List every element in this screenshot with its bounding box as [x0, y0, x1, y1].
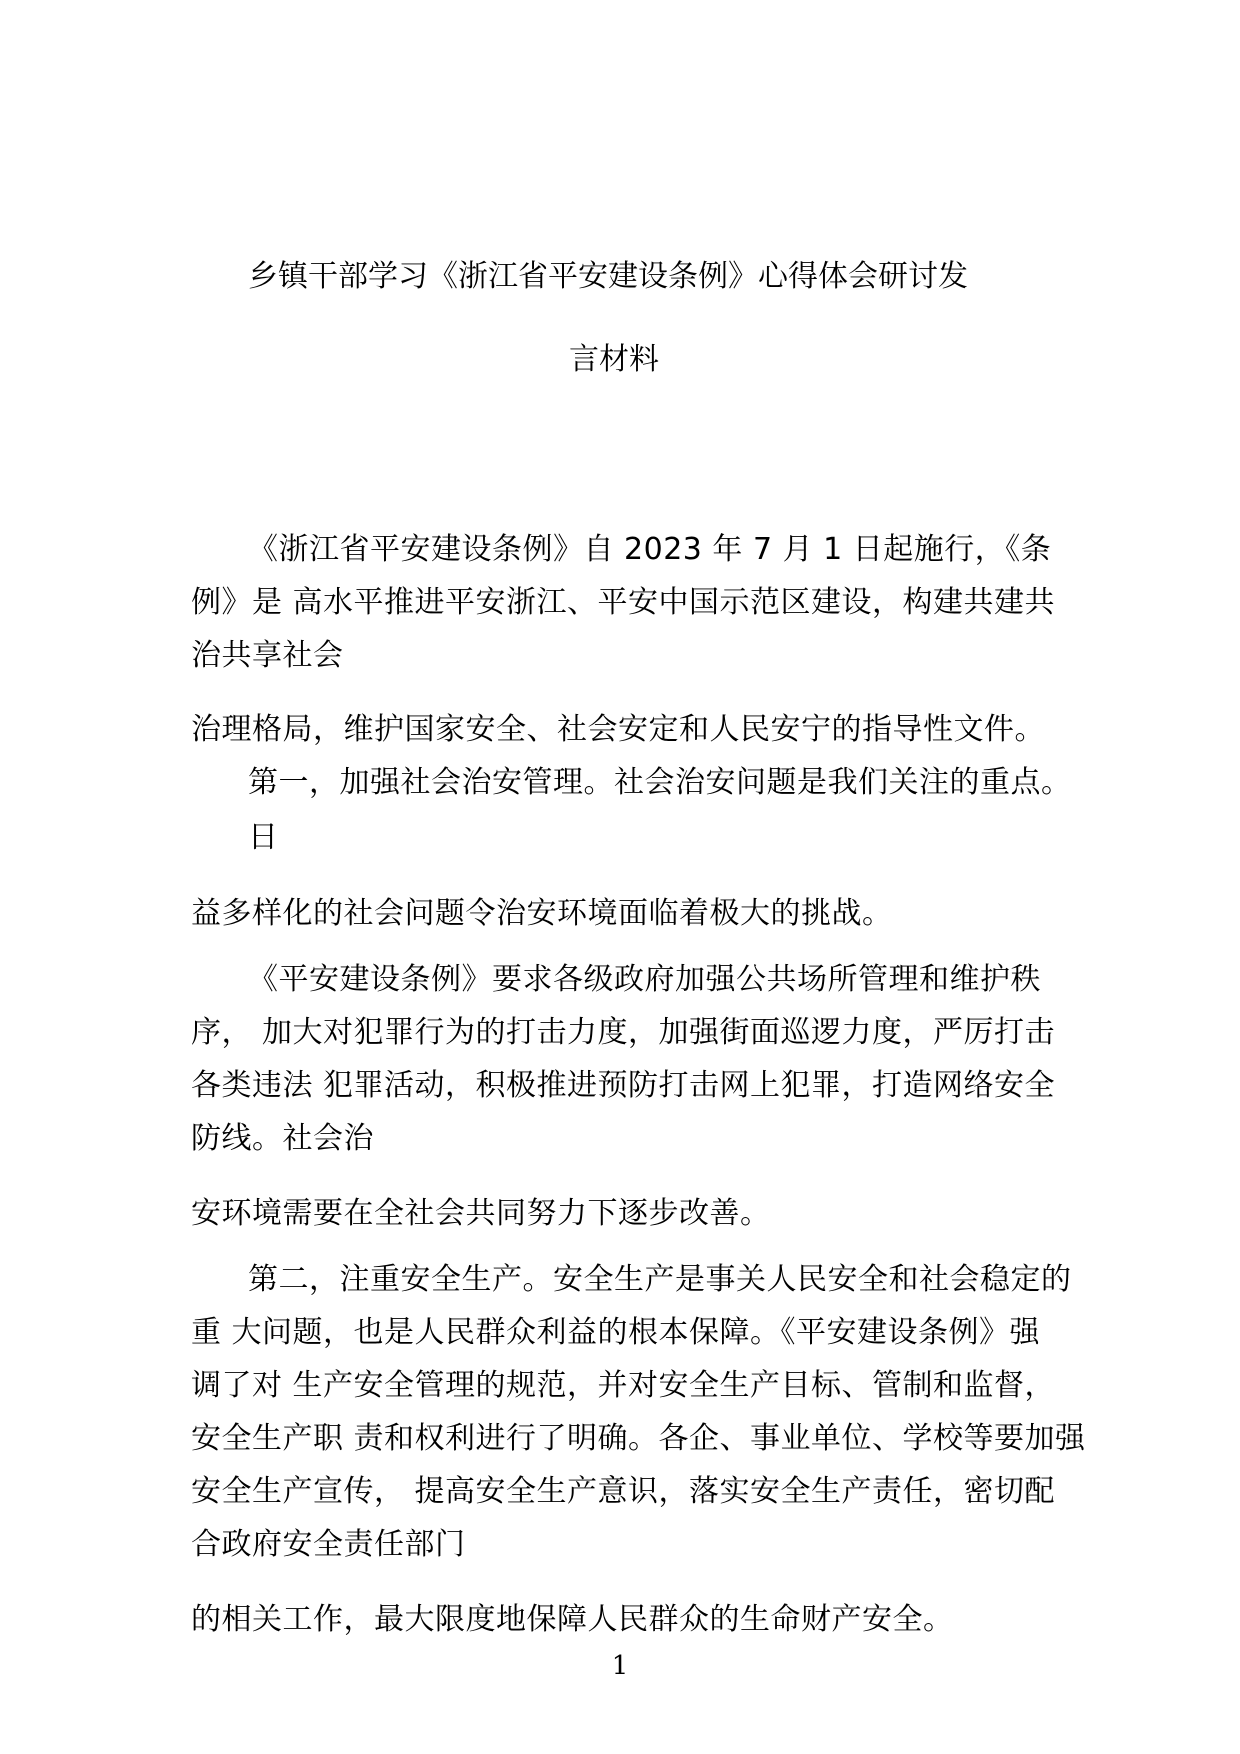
page-number: 1	[611, 1651, 629, 1681]
body-line: 安环境需要在全社会共同努力下逐步改善。	[191, 1196, 771, 1231]
body-line: 例》是 高水平推进平安浙江、平安中国示范区建设，构建共建共	[191, 585, 1056, 620]
body-line: 各类违法 犯罪活动，积极推进预防打击网上犯罪，打造网络安全	[191, 1068, 1056, 1103]
body-line: 《浙江省平安建设条例》自 2023 年 7 月 1 日起施行，《条	[248, 532, 1052, 567]
body-line: 安全生产职 责和权利进行了明确。各企、事业单位、学校等要加强	[191, 1421, 1086, 1456]
body-line: 安全生产宣传， 提高安全生产意识，落实安全生产责任，密切配	[191, 1474, 1056, 1509]
body-line: 日	[248, 820, 279, 855]
body-line: 治共享社会	[191, 638, 344, 673]
body-line: 序， 加大对犯罪行为的打击力度，加强街面巡逻力度，严厉打击	[191, 1015, 1056, 1050]
body-line: 的相关工作，最大限度地保障人民群众的生命财产安全。	[191, 1602, 954, 1637]
body-line: 第一，加强社会治安管理。社会治安问题是我们关注的重点。	[248, 765, 1072, 800]
body-line: 第二，注重安全生产。安全生产是事关人民安全和社会稳定的	[248, 1262, 1072, 1297]
body-line: 防线。社会治	[191, 1121, 374, 1156]
document-title-line-1: 乡镇干部学习《浙江省平安建设条例》心得体会研讨发	[248, 259, 968, 294]
body-line: 合政府安全责任部门	[191, 1527, 466, 1562]
body-line: 重 大问题，也是人民群众利益的根本保障。《平安建设条例》强	[191, 1315, 1041, 1350]
body-line: 益多样化的社会问题令治安环境面临着极大的挑战。	[191, 896, 893, 931]
body-line: 调了对 生产安全管理的规范，并对安全生产目标、管制和监督，	[191, 1368, 1056, 1403]
document-title-line-2: 言材料	[569, 342, 659, 377]
body-line: 《平安建设条例》要求各级政府加强公共场所管理和维护秩	[248, 962, 1041, 997]
body-line: 治理格局，维护国家安全、社会安定和人民安宁的指导性文件。	[191, 712, 1045, 747]
